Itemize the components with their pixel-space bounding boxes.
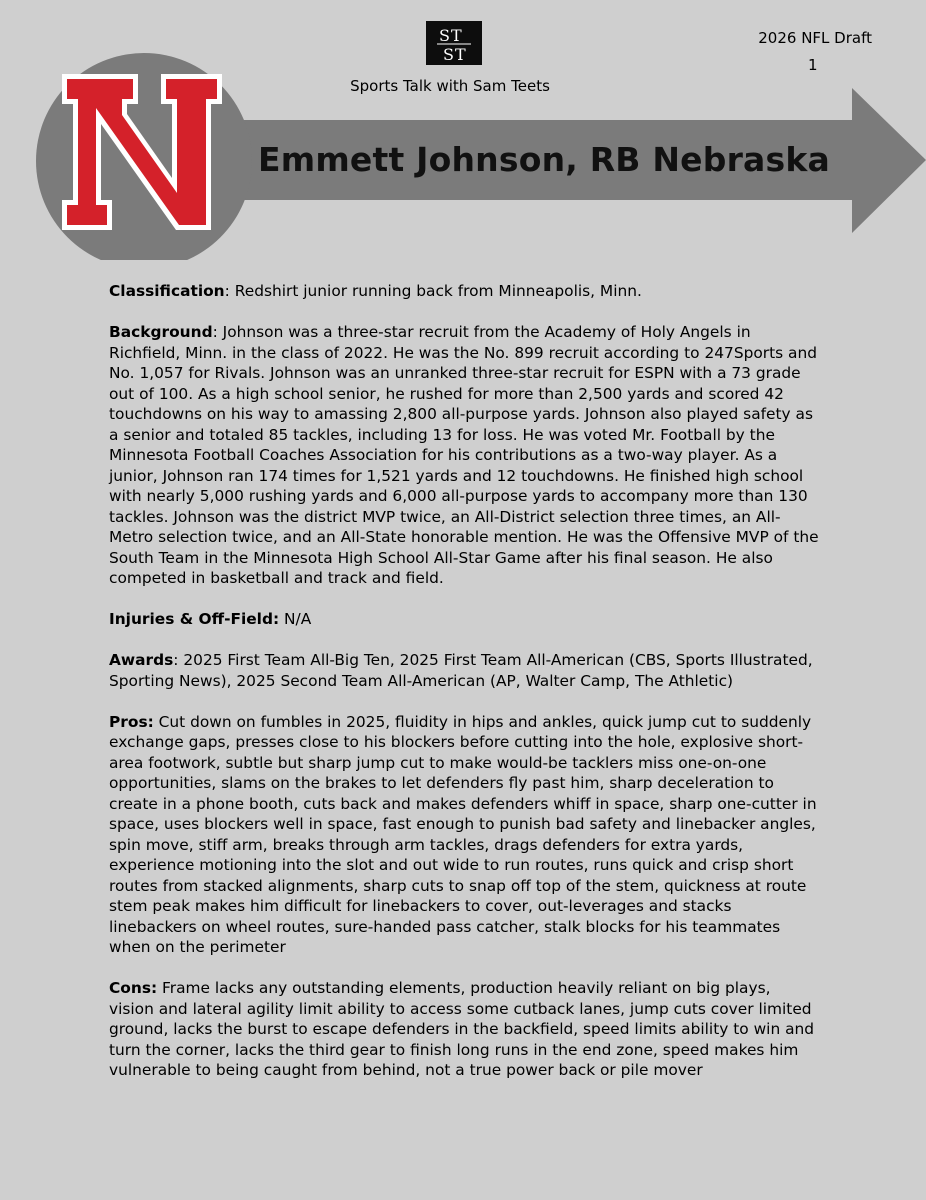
injuries-section bbox=[109, 609, 819, 630]
background-label: Background bbox=[109, 323, 213, 341]
report-body bbox=[109, 281, 819, 1101]
awards-text: : 2025 First Team All-Big Ten, 2025 First Team All-American (CBS, Sports Illustrated, Sporting News), 2025 Second Team All-American (AP, Walter Camp, The Athletic) bbox=[109, 651, 813, 690]
injuries-label: Injuries & Off-Field: bbox=[109, 610, 280, 628]
draft-year: 2026 NFL Draft bbox=[758, 29, 872, 47]
brand-name: Sports Talk with Sam Teets bbox=[350, 77, 550, 95]
awards-label: Awards bbox=[109, 651, 174, 669]
pros-section bbox=[109, 712, 819, 958]
classification-text: : Redshirt junior running back from Minneapolis, Minn. bbox=[224, 282, 642, 300]
background-section bbox=[109, 322, 819, 589]
cons-section bbox=[109, 978, 819, 1081]
pros-text: Cut down on fumbles in 2025, fluidity in hips and ankles, quick jump cut to suddenly exchange gaps, presses close to his blockers before cutting into the hole, explosive short-area footwork, subtle but sharp jump cut to make would-be tacklers miss one-on-one opportunities, slams on the brakes to let defenders fly past him, sharp deceleration to create in a phone booth, cuts back and makes defenders whiff in space, sharp one-cutter in space, uses blockers well in space, fast enough to punish bad safety and linebacker angles, spin move, stiff arm, breaks through arm tackles, drags defenders for extra yards, experience motioning into the slot and out wide to run routes, runs quick and crisp short routes from stacked alignments, sharp cuts to snap off top of the stem, quickness at route stem peak makes him difficult for linebackers to cover, out-leverages and stacks linebackers on wheel routes, sure-handed pass catcher, stalk blocks for his teammates when on the perimeter bbox=[109, 712, 817, 956]
injuries-text: N/A bbox=[279, 610, 312, 628]
cons-label: Cons: bbox=[109, 979, 158, 997]
svg-text:T: T bbox=[451, 26, 462, 45]
classification-section bbox=[109, 281, 819, 302]
player-title: Emmett Johnson, RB Nebraska bbox=[258, 140, 830, 179]
svg-text:S: S bbox=[443, 45, 454, 64]
cons-text: Frame lacks any outstanding elements, production heavily reliant on big plays, vision and lateral agility limit ability to access some cutback lanes, jump cuts cover limited ground, lacks the burst to escape defenders in the backfield, speed limits ability to win and turn the corner, lacks the third gear to finish long runs in the end zone, speed makes him vulnerable to being caught from behind, not a true power back or pile mover bbox=[109, 979, 815, 1079]
classification-label: Classification bbox=[109, 282, 225, 300]
awards-section bbox=[109, 650, 819, 691]
background-text: : Johnson was a three-star recruit from the Academy of Holy Angels in Richfield, Minn. in the class of 2022. He was the No. 899 recruit according to 247Sports and No. 1,057 for Rivals. Johnson was an unranked three-star recruit for ESPN with a 73 grade out of 100. As a high school senior, he rushed for more than 2,500 yards and scored 42 touchdowns on his way to amassing 2,800 all-purpose yards. Johnson also played safety as a senior and totaled 85 tackles, including 13 for loss. He was voted Mr. Football by the Minnesota Football Coaches Association for his contributions as a two-way player. As a junior, Johnson ran 174 times for 1,521 yards and 12 touchdowns. He finished high school with nearly 5,000 rushing yards and 6,000 all-purpose yards to accompany more than 130 tackles. Johnson was the district MVP twice, an All-District selection three times, an All-Metro selection twice, and an All-State honorable mention. He was the Offensive MVP of the South Team in the Minnesota High School All-Star Game after his final season. He also competed in basketball and track and field. bbox=[109, 323, 819, 587]
site-logo bbox=[426, 21, 482, 65]
page-number: 1 bbox=[808, 56, 818, 74]
svg-text:T: T bbox=[455, 45, 466, 64]
pros-label: Pros: bbox=[109, 712, 154, 731]
svg-text:S: S bbox=[439, 26, 450, 45]
